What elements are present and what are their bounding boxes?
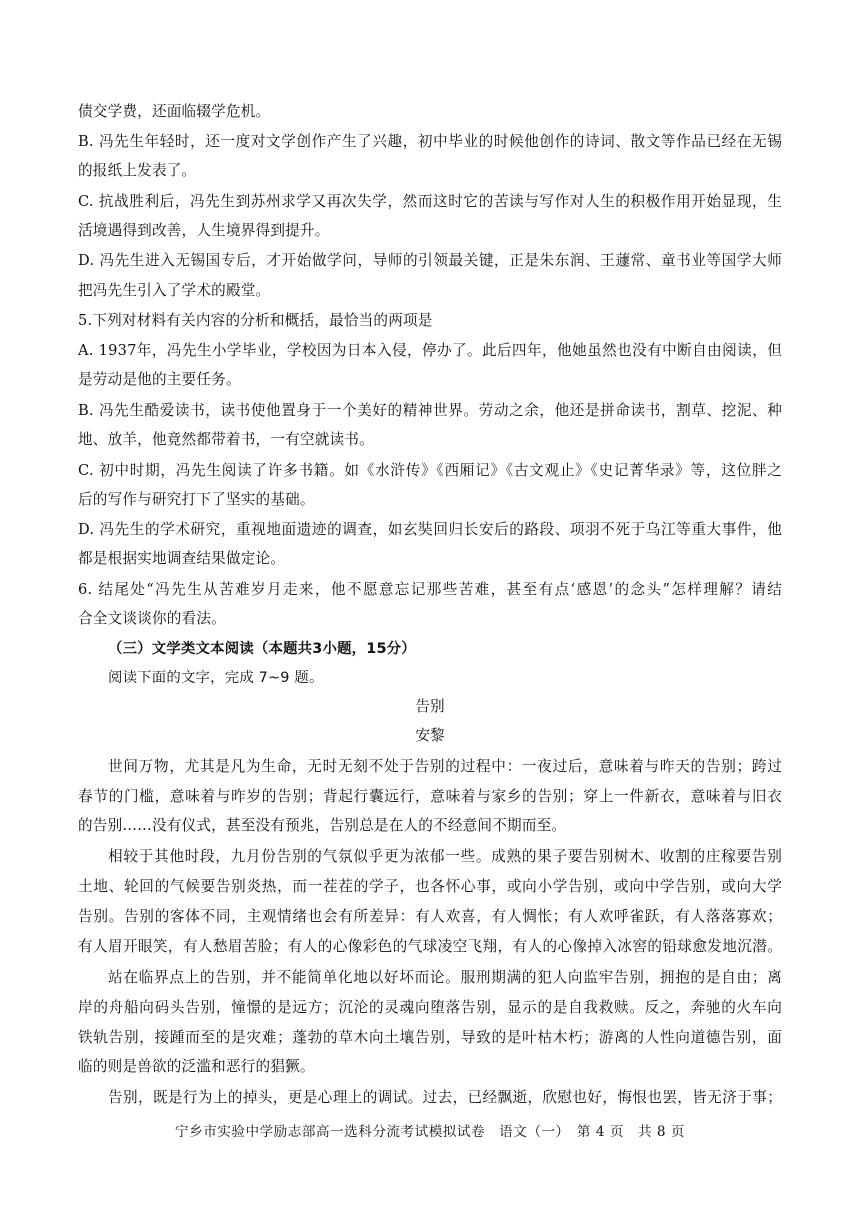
article-line: 的告别……没有仪式，甚至没有预兆，告别总是在人的不经意间不期而至。 (78, 817, 567, 834)
article-line: 土地、轮回的气候要告别炎热，而一茬茬的学子，也各怀心事，或向小学告别，或向中学告别，或向大学 (78, 878, 782, 895)
option-line: 后的写作与研究打下了坚实的基础。 (78, 491, 315, 508)
article-line: 铁轨告别，接踵而至的是灾难；蓬勃的草木向土壤告别，导致的是叶枯木朽；游离的人性向道德告别，面 (78, 1029, 782, 1046)
section-heading: （三）文学类文本阅读（本题共3小题，15分） (108, 641, 416, 657)
article-line: 有人眉开眼笑，有人愁眉苦脸；有人的心像彩色的气球凌空飞翔，有人的心像掉入冰窖的铅球愈发地沉潜。 (78, 938, 782, 955)
article-line: 站在临界点上的告别，并不能简单化地以好坏而论。服刑期满的犯人向监牢告别，拥抱的是自由；离 (108, 969, 782, 986)
option-line: C. 初中时期，冯先生阅读了许多书籍。如《水浒传》《西厢记》《古文观止》《史记菁华录》等，这位胖之 (78, 462, 782, 479)
page-footer: 宁乡市实验中学励志部高一选科分流考试模拟试卷 语文（一） 第 4 页 共 8 页 (175, 1124, 685, 1140)
option-line: B. 冯先生年轻时，还一度对文学创作产生了兴趣，初中毕业的时候他创作的诗词、散文等作品已经在无锡 (78, 133, 782, 150)
article-line: 告别。告别的客体不同，主观情绪也会有所差异：有人欢喜，有人惆怅；有人欢呼雀跃，有人落落寡欢； (78, 908, 782, 925)
question-6-cont: 合全文谈谈你的看法。 (78, 610, 226, 627)
article-line: 告别，既是行为上的掉头，更是心理上的调试。过去，已经飘逝，欣慰也好，悔恨也罢，皆无济于事； (108, 1089, 782, 1106)
article-line: 岸的舟船向码头告别，憧憬的是远方；沉沦的灵魂向堕落告别，显示的是自我救赎。反之，奔驰的火车向 (78, 999, 782, 1016)
option-line: A. 1937年，冯先生小学毕业，学校因为日本入侵，停办了。此后四年，他她虽然也没有中断自由阅读，但 (78, 342, 782, 359)
article-line: 临的则是兽欲的泛滥和恶行的猖獗。 (78, 1058, 315, 1075)
instruction: 阅读下面的文字，完成 7~9 题。 (108, 670, 324, 686)
option-line: 把冯先生引入了学术的殿堂。 (78, 282, 271, 299)
article-line: 相较于其他时段，九月份告别的气氛似乎更为浓郁一些。成熟的果子要告别树木、收割的庄稼要告别 (108, 848, 782, 865)
option-line: C. 抗战胜利后，冯先生到苏州求学又再次失学，然而这时它的苦读与写作对人生的积极作用开始显现，生 (78, 193, 782, 210)
question-5: 5.下列对材料有关内容的分析和概括，最恰当的两项是 (78, 312, 433, 329)
option-line: 都是根据实地调查结果做定论。 (78, 550, 286, 567)
option-line: 的报纸上发表了。 (78, 162, 197, 179)
option-line: 活境遇得到改善，人生境界得到提升。 (78, 222, 330, 239)
article-author: 安黎 (415, 727, 445, 744)
option-line: D. 冯先生的学术研究，重视地面遗迹的调查，如玄奘回归长安后的路段、项羽不死于乌江等重大事件，他 (78, 521, 782, 538)
article-line: 春节的门槛，意味着与昨岁的告别；背起行囊远行，意味着与家乡的告别；穿上一件新衣，意味着与旧衣 (78, 788, 782, 805)
article-title: 告别 (415, 698, 445, 715)
option-line: D. 冯先生进入无锡国专后，才开始做学问，导师的引领最关键，正是朱东润、王蘧常、童书业等国学大师 (78, 252, 782, 269)
option-line: 债交学费，还面临辍学危机。 (78, 103, 271, 120)
question-6: 6. 结尾处“冯先生从苦难岁月走来，他不愿意忘记那些苦难，甚至有点‘感恩’的念头”怎样理解？请结 (78, 581, 782, 598)
option-line: 是劳动是他的主要任务。 (78, 371, 241, 388)
article-line: 世间万物，尤其是凡为生命，无时无刻不处于告别的过程中：一夜过后，意味着与昨天的告别；跨过 (108, 758, 782, 775)
option-line: 地、放羊，他竟然都带着书，一有空就读书。 (78, 431, 374, 448)
option-line: B. 冯先生酷爱读书，读书使他置身于一个美好的精神世界。劳动之余，他还是拼命读书，割草、挖泥、种 (78, 402, 782, 419)
